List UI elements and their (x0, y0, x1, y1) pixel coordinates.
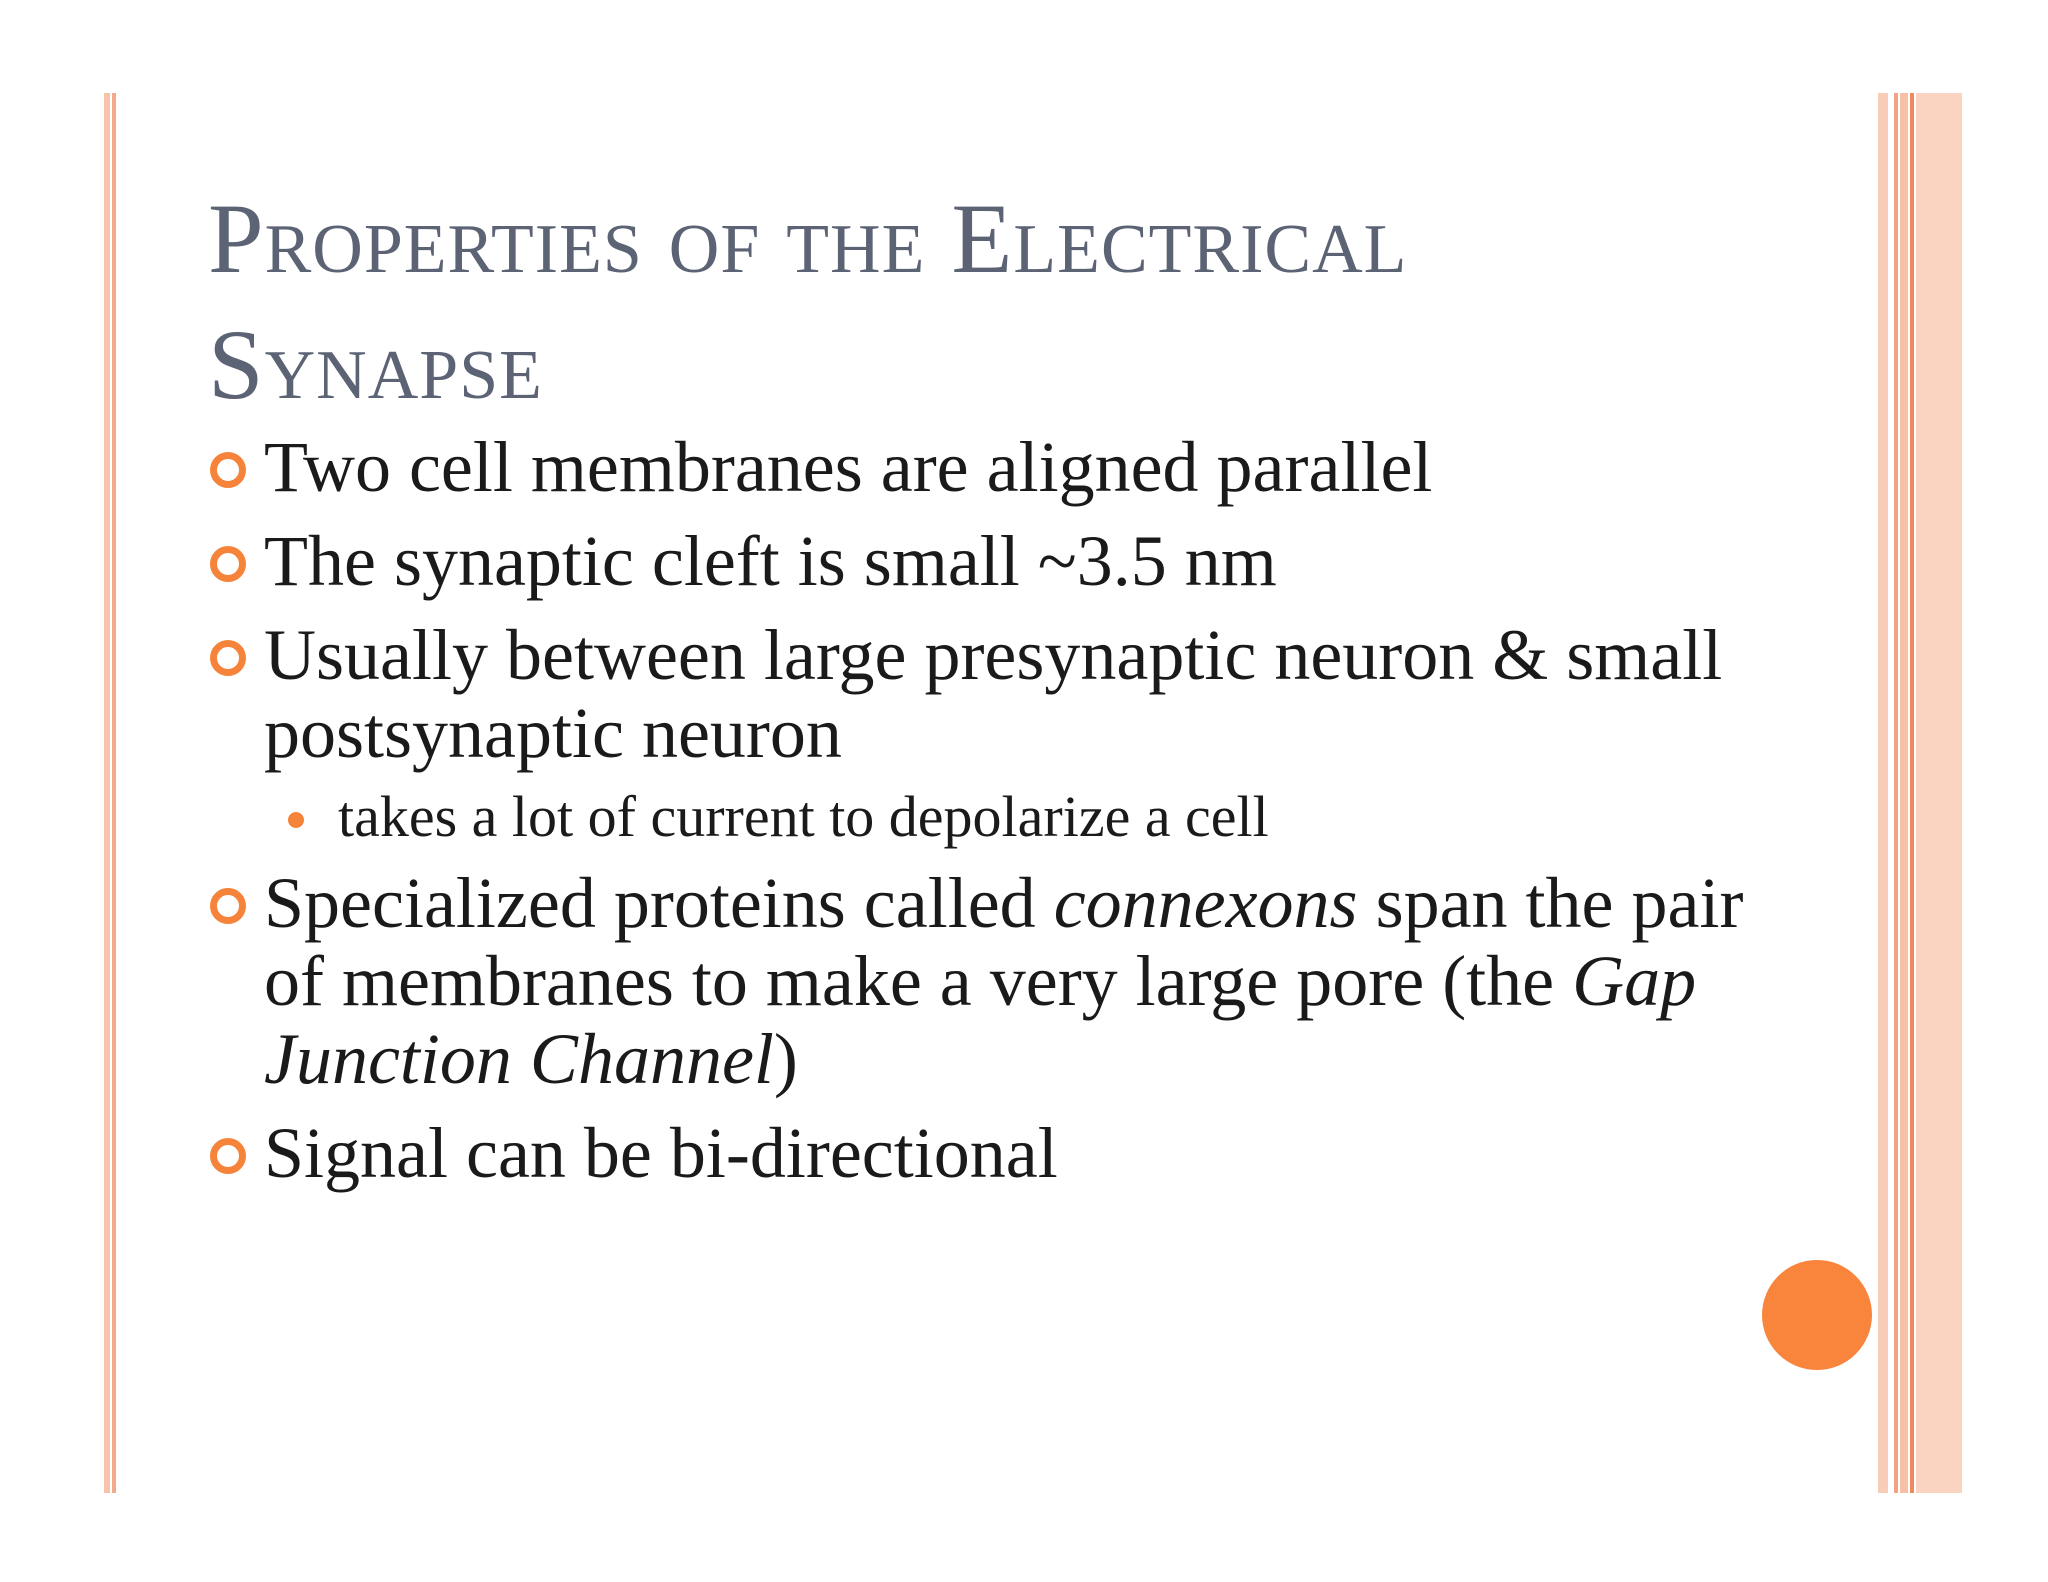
filled-dot-bullet-icon (288, 812, 304, 828)
sub-bullet-item (208, 782, 1768, 852)
right-stripe-decoration (1878, 93, 1888, 1493)
right-stripe-decoration (1894, 93, 1898, 1493)
hollow-circle-bullet-icon (210, 888, 246, 924)
bullet-item (208, 522, 1768, 600)
hollow-circle-bullet-icon (210, 1138, 246, 1174)
bullet-text: The synaptic cleft is small ~3.5 nm (264, 521, 1277, 601)
slide-content (208, 428, 1768, 1208)
hollow-circle-bullet-icon (210, 640, 246, 676)
bullet-item (208, 864, 1768, 1098)
right-stripe-decoration (1900, 93, 1908, 1493)
slide-title (208, 176, 1828, 428)
bullet-item (208, 428, 1768, 506)
bullet-item (208, 1114, 1768, 1192)
orange-circle-decoration (1762, 1260, 1872, 1370)
bullet-text-part: span the pair of membranes to make a very large pore (the (264, 863, 1744, 1021)
bullet-item (208, 616, 1768, 772)
title-line-2: Synapse (208, 309, 543, 420)
left-stripe-decoration (104, 93, 110, 1493)
hollow-circle-bullet-icon (210, 452, 246, 488)
hollow-circle-bullet-icon (210, 546, 246, 582)
bullet-text: Two cell membranes are aligned parallel (264, 427, 1433, 507)
right-stripe-decoration (1910, 93, 1914, 1493)
gap-junction-term: Gap Junction Channel (264, 941, 1697, 1099)
bullet-text: Signal can be bi-directional (264, 1113, 1058, 1193)
bullet-text-part: ) (773, 1019, 798, 1099)
left-stripe-decoration (112, 93, 116, 1493)
bullet-text-part: Specialized proteins called (264, 863, 1054, 943)
bullet-text: Usually between large presynaptic neuron & small postsynaptic neuron (264, 615, 1723, 773)
right-stripe-decoration (1916, 93, 1962, 1493)
connexons-term: connexons (1053, 863, 1358, 943)
sub-bullet-text: takes a lot of current to depolarize a cell (338, 784, 1269, 849)
title-line-1: Properties of the Electrical (208, 183, 1408, 294)
